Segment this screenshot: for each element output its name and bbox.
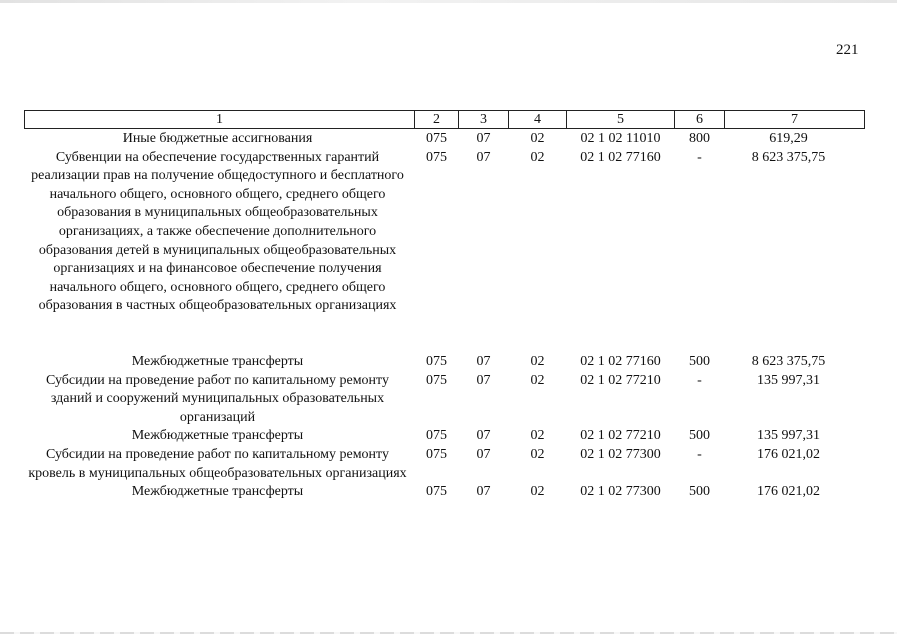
row-target-article: 02 1 02 77300 — [580, 446, 661, 462]
row-name: Межбюджетные трансферты — [131, 353, 304, 369]
row-name: Межбюджетные трансферты — [131, 484, 304, 500]
row-target-article: 02 1 02 77160 — [580, 149, 661, 165]
row-ministry-code: 075 — [426, 484, 447, 500]
row-ministry-code: 075 — [426, 353, 447, 369]
page-number: 221 — [836, 42, 859, 58]
row-amount: 8 623 375,75 — [751, 149, 826, 165]
row-section-code: 07 — [476, 446, 491, 462]
row-section-code: 07 — [476, 353, 491, 369]
table-row — [25, 149, 865, 353]
scan-edge-top — [0, 0, 897, 3]
row-ministry-code: 075 — [426, 149, 447, 165]
column-header-3: 3 — [459, 111, 509, 129]
row-subsection-code: 02 — [530, 372, 545, 388]
row-subsection-code: 02 — [530, 353, 545, 369]
row-expense-type: - — [697, 446, 702, 462]
row-expense-type: 800 — [689, 131, 710, 146]
row-section-code: 07 — [476, 149, 491, 165]
table-row — [25, 129, 865, 149]
scan-edge-bottom — [0, 632, 897, 634]
row-expense-type: - — [697, 149, 702, 165]
row-section-code: 07 — [476, 428, 491, 444]
row-amount: 619,29 — [769, 131, 808, 146]
row-subsection-code: 02 — [530, 446, 545, 462]
column-header-1: 1 — [25, 111, 415, 129]
row-subsection-code: 02 — [530, 484, 545, 500]
budget-table — [24, 110, 865, 502]
row-name: Межбюджетные трансферты — [131, 428, 304, 444]
row-target-article: 02 1 02 77300 — [580, 484, 661, 500]
column-header-4: 4 — [509, 111, 567, 129]
row-ministry-code: 075 — [426, 131, 447, 146]
row-name: Субсидии на проведение работ по капитальному ремонту кровель в муниципальных общеобразовательных организациях — [28, 446, 407, 481]
table-row — [25, 372, 865, 428]
column-header-2: 2 — [415, 111, 459, 129]
row-target-article: 02 1 02 77210 — [580, 372, 661, 388]
row-amount: 135 997,31 — [757, 372, 820, 388]
row-subsection-code: 02 — [530, 149, 545, 165]
column-header-7: 7 — [725, 111, 865, 129]
row-expense-type: - — [697, 372, 702, 388]
row-ministry-code: 075 — [426, 428, 447, 444]
table-header-row — [25, 111, 865, 129]
table-row — [25, 353, 865, 372]
row-name: Субвенции на обеспечение государственных гарантий реализации прав на получение общедоступного и бесплатного начального общего, основного общего, среднего общего образования в муниципальных общеобразовательных организациях, а также обеспечение дополнительного образования детей в муниципальных общеобразовательных организациях и на финансовое обеспечение получения начального общего, основного общего, среднего общего образования в частных общеобразовательных организациях — [31, 149, 404, 314]
row-amount: 135 997,31 — [757, 428, 820, 444]
table-row — [25, 483, 865, 502]
row-subsection-code: 02 — [530, 131, 545, 146]
row-expense-type: 500 — [689, 353, 710, 369]
row-target-article: 02 1 02 77210 — [580, 428, 661, 444]
table-row — [25, 427, 865, 446]
row-amount: 8 623 375,75 — [751, 353, 826, 369]
row-name: Иные бюджетные ассигнования — [122, 131, 313, 146]
column-header-6: 6 — [675, 111, 725, 129]
column-header-5: 5 — [567, 111, 675, 129]
row-expense-type: 500 — [689, 484, 710, 500]
row-target-article: 02 1 02 11010 — [580, 131, 661, 146]
row-section-code: 07 — [476, 131, 491, 146]
row-expense-type: 500 — [689, 428, 710, 444]
row-name: Субсидии на проведение работ по капитальному ремонту зданий и сооружений муниципальных образовательных организаций — [46, 372, 389, 425]
row-section-code: 07 — [476, 484, 491, 500]
row-ministry-code: 075 — [426, 446, 447, 462]
row-target-article: 02 1 02 77160 — [580, 353, 661, 369]
row-ministry-code: 075 — [426, 372, 447, 388]
table-row — [25, 446, 865, 483]
row-amount: 176 021,02 — [757, 446, 820, 462]
row-amount: 176 021,02 — [757, 484, 820, 500]
row-section-code: 07 — [476, 372, 491, 388]
row-subsection-code: 02 — [530, 428, 545, 444]
